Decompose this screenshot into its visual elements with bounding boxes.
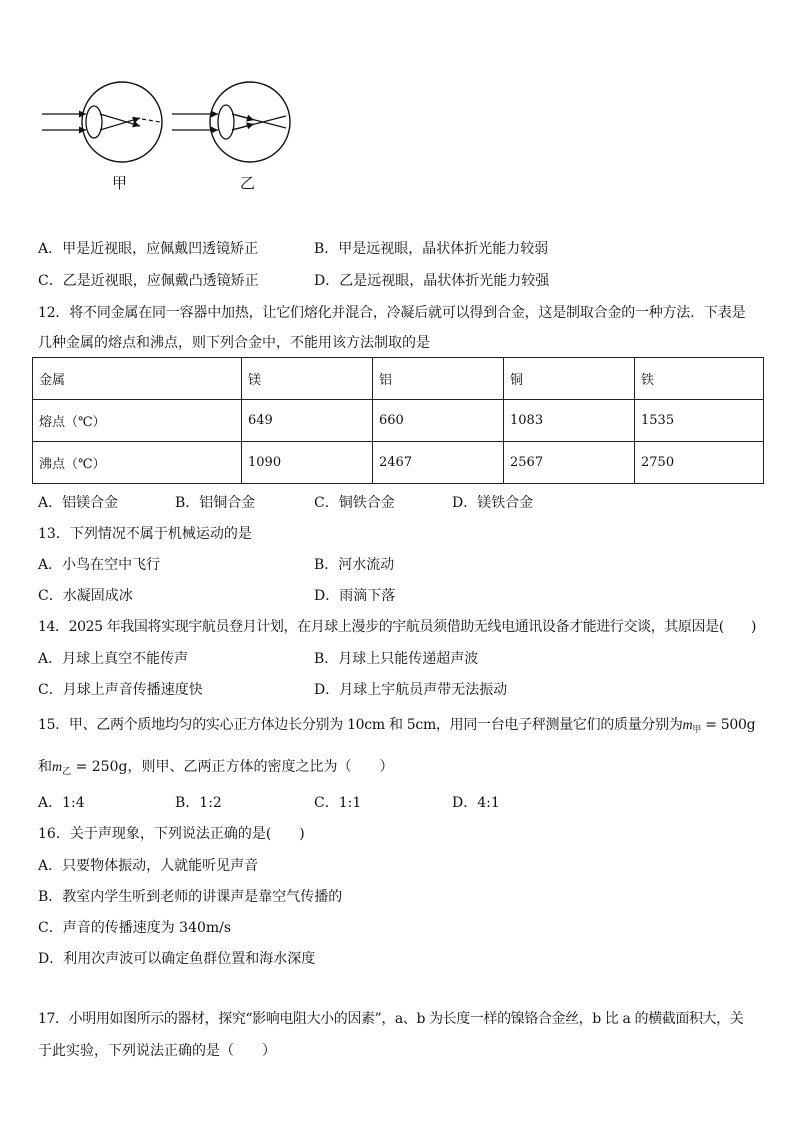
q16-option-d[interactable]: D．利用次声波可以确定鱼群位置和海水深度: [38, 951, 316, 967]
table-header-cell: 铜: [504, 358, 635, 400]
q12-stem-line2: 几种金属的熔点和沸点，则下列合金中，不能用该方法制取的是: [38, 335, 430, 351]
table-cell: 649: [242, 400, 373, 442]
q11-option-d[interactable]: D．乙是远视眼，晶状体折光能力较强: [314, 273, 550, 289]
q16-option-c[interactable]: C．声音的传播速度为 340m/s: [38, 920, 232, 936]
q15-mass-symbol: m: [682, 718, 693, 733]
q14-stem: 14．2025 年我国将实现宇航员登月计划，在月球上漫步的宇航员须借助无线电通讯设备才能进行交谈，其原因是( ): [38, 619, 757, 635]
q15-option-a[interactable]: A．1:4: [38, 795, 85, 811]
table-cell: 熔点（℃）: [33, 400, 242, 442]
q12-option-c[interactable]: C．铜铁合金: [314, 495, 395, 511]
q12-option-b[interactable]: B．铝铜合金: [175, 495, 256, 511]
table-header-cell: 金属: [33, 358, 242, 400]
q15-stem-line1: [38, 714, 755, 735]
table-row: [33, 442, 764, 484]
eye-diagram-figure: [40, 80, 300, 170]
table-cell: 沸点（℃）: [33, 442, 242, 484]
table-row: [33, 400, 764, 442]
q12-option-d[interactable]: D．镁铁合金: [452, 495, 534, 511]
q13-option-b[interactable]: B．河水流动: [314, 557, 395, 573]
eye-left-myopia: [42, 82, 162, 162]
table-cell: 2467: [373, 442, 504, 484]
table-header-cell: 铁: [635, 358, 764, 400]
q13-option-d[interactable]: D．雨滴下落: [314, 588, 396, 604]
q15-stem-line2: [38, 756, 393, 777]
q11-option-b[interactable]: B．甲是远视眼，晶状体折光能力较弱: [314, 241, 549, 257]
q15-stem-text: 15．甲、乙两个质地均匀的实心正方体边长分别为 10cm 和 5cm，用同一台电子秤测量它们的质量分别为: [38, 717, 683, 733]
table-cell: 660: [373, 400, 504, 442]
q13-stem: 13．下列情况不属于机械运动的是: [38, 526, 252, 542]
q15-option-b[interactable]: B．1:2: [175, 795, 222, 811]
q15-mass-symbol-2: m: [52, 760, 63, 775]
q16-option-a[interactable]: A．只要物体振动，人就能听见声音: [38, 858, 259, 874]
q16-option-b[interactable]: B．教室内学生听到老师的讲课声是靠空气传播的: [38, 889, 343, 905]
q15-option-d[interactable]: D．4:1: [452, 795, 500, 811]
q15-line2-suffix: ，则甲、乙两正方体的密度之比为（ ）: [127, 759, 394, 775]
table-cell: 1090: [242, 442, 373, 484]
q15-mass-sub-yi: 乙: [62, 767, 72, 777]
q17-stem-line2: 于此实验，下列说法正确的是（ ）: [38, 1043, 276, 1059]
figure-label-right: 乙: [240, 174, 256, 192]
q15-mass-sub-jia: 甲: [692, 725, 702, 735]
q15-mass-value-jia: = 500g: [701, 717, 756, 733]
table-cell: 2567: [504, 442, 635, 484]
q15-mass-value-yi: = 250g: [71, 759, 128, 775]
table-cell: 1535: [635, 400, 764, 442]
q13-option-a[interactable]: A．小鸟在空中飞行: [38, 557, 161, 573]
q15-option-c[interactable]: C．1:1: [314, 795, 362, 811]
figure-label-left: 甲: [112, 174, 128, 192]
metal-properties-table: [32, 357, 764, 484]
table-header-row: [33, 358, 764, 400]
q12-option-a[interactable]: A．铝镁合金: [38, 495, 119, 511]
q11-option-a[interactable]: A．甲是近视眼，应佩戴凹透镜矫正: [38, 241, 259, 257]
q14-option-d[interactable]: D．月球上宇航员声带无法振动: [314, 682, 508, 698]
q17-stem-line1: 17．小明用如图所示的器材，探究“影响电阻大小的因素”，a、b 为长度一样的镍铬合金丝，b 比 a 的横截面积大，关: [38, 1011, 744, 1027]
q14-option-a[interactable]: A．月球上真空不能传声: [38, 651, 189, 667]
table-cell: 2750: [635, 442, 764, 484]
eye-right-hyperopia: [172, 82, 290, 162]
table-cell: 1083: [504, 400, 635, 442]
q13-option-c[interactable]: C．水凝固成冰: [38, 588, 133, 604]
q11-option-c[interactable]: C．乙是近视眼，应佩戴凸透镜矫正: [38, 273, 259, 289]
q12-stem-line1: 12．将不同金属在同一容器中加热，让它们熔化并混合，冷凝后就可以得到合金，这是制取合金的一种方法．下表是: [38, 305, 746, 321]
q16-stem: 16．关于声现象，下列说法正确的是( ): [38, 826, 305, 842]
q14-option-c[interactable]: C．月球上声音传播速度快: [38, 682, 203, 698]
table-header-cell: 铝: [373, 358, 504, 400]
table-header-cell: 镁: [242, 358, 373, 400]
q14-option-b[interactable]: B．月球上只能传递超声波: [314, 651, 479, 667]
q15-line2-prefix: 和: [38, 759, 52, 775]
